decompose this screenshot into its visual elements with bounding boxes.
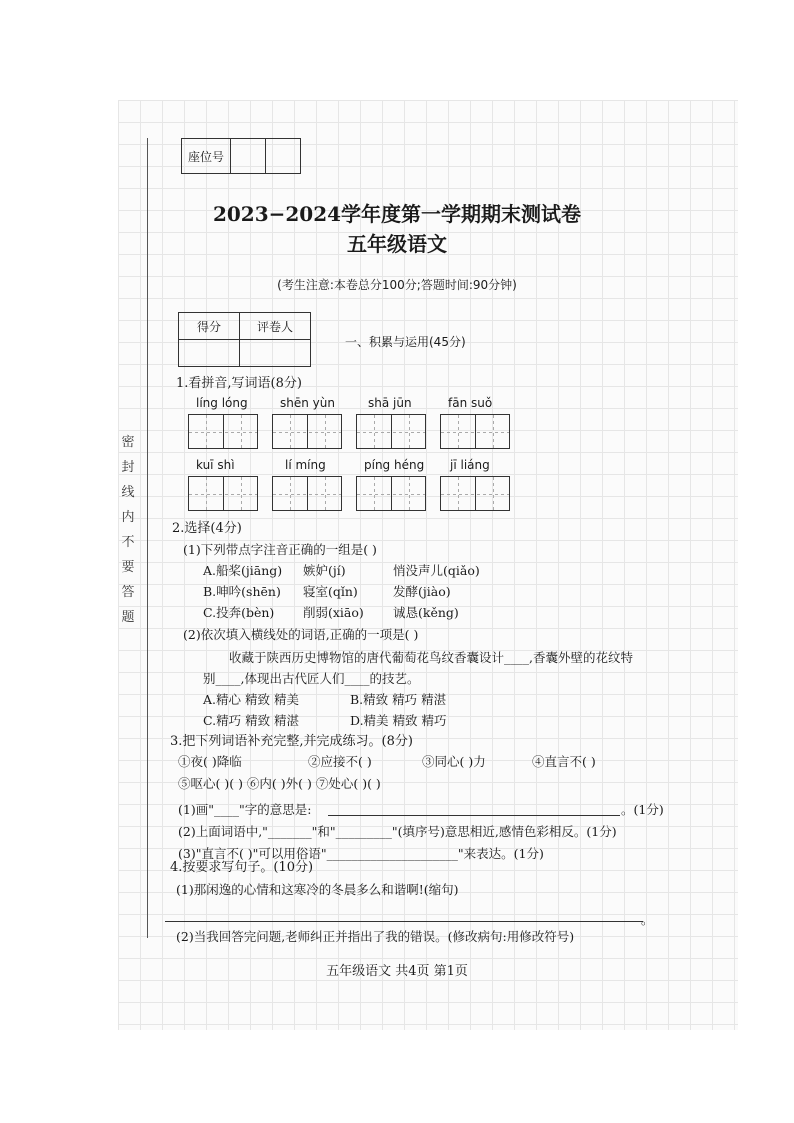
q3-p2: (2)上面词语中,"_______"和"_________"(填序号)意思相近,感情色彩相反。(1分) [178, 824, 617, 839]
option-c-3: 诚恳(kěng) [393, 605, 459, 620]
seat-label: 座位号 [182, 139, 231, 174]
section-1-title: 一、积累与运用(45分) [345, 335, 466, 349]
q3-p3: (3)"直言不( )"可以用俗语"_____________________"来表达。(1分) [178, 846, 544, 861]
choice-c: C.精巧 精致 精湛 [203, 713, 300, 728]
q1-title: 1.看拼音,写词语(8分) [176, 376, 302, 391]
q1-pinyin: fān suǒ [448, 396, 493, 410]
q3-p1-score: 。(1分) [621, 802, 664, 817]
q1-pinyin: shā jūn [368, 396, 412, 410]
q1-pinyin: líng lóng [196, 396, 248, 410]
idiom-row-2: ⑤呕心( )( ) ⑥内( )外( ) ⑦处心( )( ) [178, 776, 381, 791]
idiom-3: ③同心( )力 [422, 754, 486, 769]
choice-a: A.精心 精致 精美 [203, 692, 299, 707]
seal-text: 密封线内不要答题 [121, 435, 135, 625]
option-b-2: 寝室(qǐn) [303, 584, 358, 599]
q1-pinyin: jī liáng [450, 458, 490, 472]
q1-pinyin: píng héng [364, 458, 425, 472]
exam-subtitle: 五年级语文 [347, 232, 447, 256]
answer-grid[interactable] [272, 476, 342, 511]
q2-sub2: (2)依次填入横线处的词语,正确的一项是( ) [183, 627, 419, 642]
q2-sub1: (1)下列带点字注音正确的一组是( ) [183, 542, 377, 557]
q4-s2: (2)当我回答完问题,老师纠正并指出了我的错误。(修改病句:用修改符号) [176, 929, 575, 944]
grader-header: 评卷人 [240, 313, 311, 340]
option-c-1: C.投奔(bèn) [203, 605, 275, 620]
choice-b: B.精致 精巧 精湛 [350, 692, 447, 707]
q1-pinyin: kuī shì [196, 458, 235, 472]
choice-d: D.精美 精致 精巧 [350, 713, 447, 728]
option-a-1: A.船桨(jiāng) [203, 563, 283, 578]
q2-passage-line2: 别____,体现出古代匠人们____的技艺。 [203, 671, 420, 686]
answer-grid[interactable] [356, 414, 426, 449]
idiom-1: ①夜( )降临 [178, 754, 242, 769]
q2-passage-line1: 收藏于陕西历史博物馆的唐代葡萄花鸟纹香囊设计____,香囊外壁的花纹特 [229, 650, 633, 665]
exam-title: 2023−2024学年度第一学期期末测试卷 [212, 202, 582, 226]
q4-title: 4.按要求写句子。(10分) [170, 860, 314, 875]
q4-s1: (1)那闲逸的心情和这寒冷的冬晨多么和谐啊!(缩句) [176, 882, 459, 897]
q3-title: 3.把下列词语补充完整,并完成练习。(8分) [170, 734, 413, 749]
answer-grid[interactable] [188, 476, 258, 511]
answer-line[interactable] [328, 815, 620, 816]
score-cell[interactable] [179, 340, 240, 367]
answer-grid[interactable] [272, 414, 342, 449]
seat-number-box [181, 138, 301, 174]
answer-grid[interactable] [356, 476, 426, 511]
exam-notice: (考生注意:本卷总分100分;答题时间:90分钟) [277, 278, 517, 292]
answer-grid[interactable] [188, 414, 258, 449]
q1-pinyin: shēn yùn [280, 396, 335, 410]
q4-s1-end: 。 [641, 912, 654, 927]
idiom-4: ④直言不( ) [532, 754, 596, 769]
q3-p1: (1)画"____"字的意思是: [178, 802, 312, 817]
q2-title: 2.选择(4分) [172, 521, 242, 536]
binding-line [147, 138, 148, 938]
answer-line[interactable] [165, 921, 643, 922]
option-b-3: 发酵(jiào) [393, 584, 451, 599]
option-c-2: 削弱(xiāo) [303, 605, 364, 620]
seat-cell[interactable] [231, 139, 266, 174]
idiom-2: ②应接不( ) [308, 754, 372, 769]
score-header: 得分 [179, 313, 240, 340]
answer-grid[interactable] [440, 476, 510, 511]
grader-cell[interactable] [240, 340, 311, 367]
score-table [178, 312, 311, 367]
option-a-2: 嫉妒(jí) [303, 563, 346, 578]
option-a-3: 悄没声儿(qiǎo) [393, 563, 480, 578]
page-footer: 五年级语文 共4页 第1页 [326, 964, 468, 979]
seat-cell[interactable] [266, 139, 301, 174]
option-b-1: B.呻吟(shēn) [203, 584, 281, 599]
answer-grid[interactable] [440, 414, 510, 449]
q1-pinyin: lí míng [285, 458, 326, 472]
